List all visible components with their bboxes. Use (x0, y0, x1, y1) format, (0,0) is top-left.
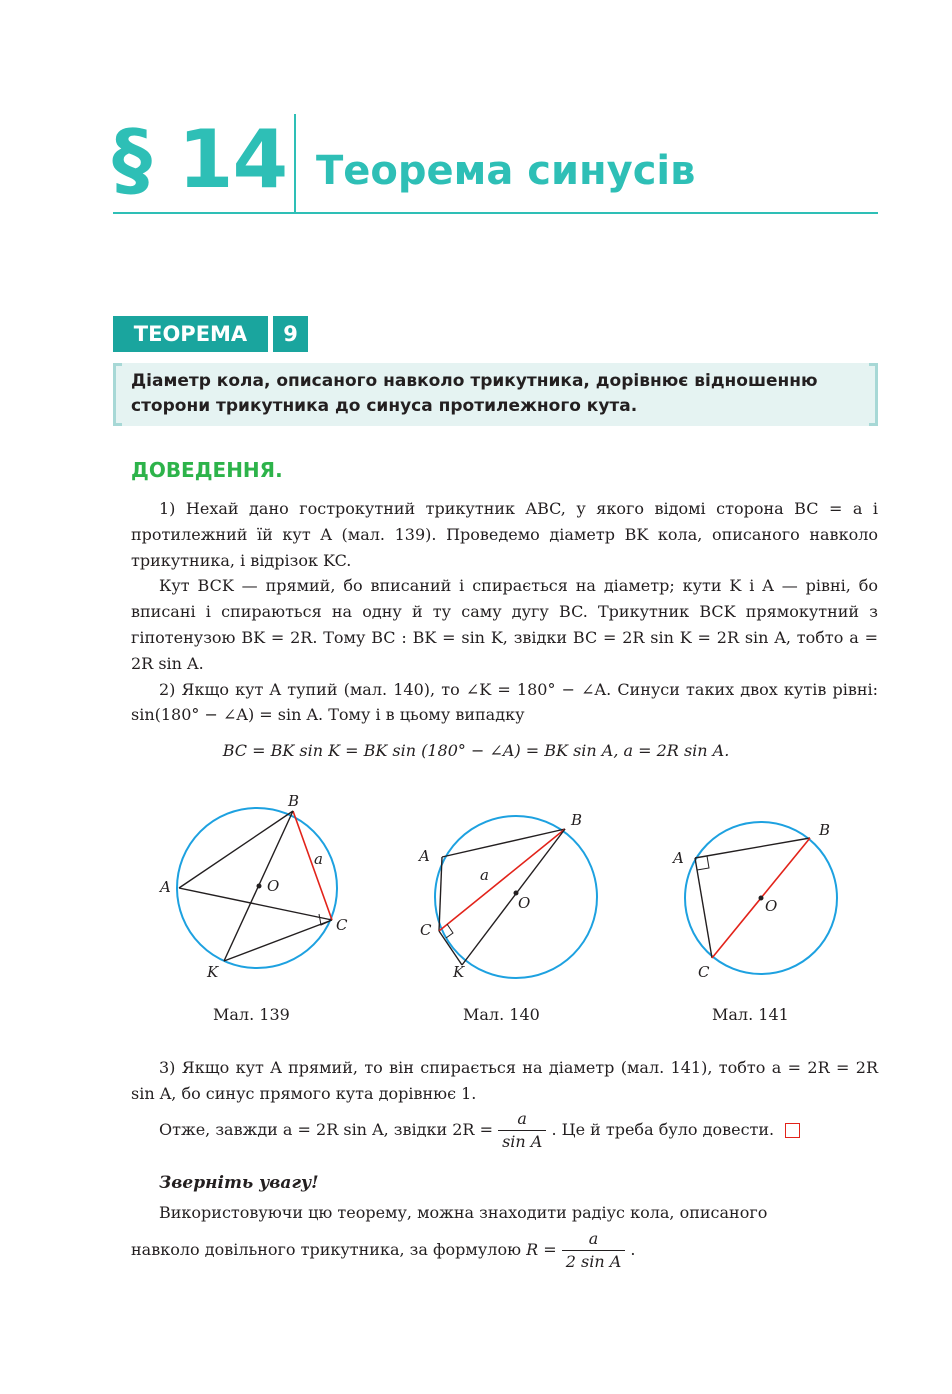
proof-body (131, 496, 878, 728)
proof-paragraph-3: 2) Якщо кут A тупий (мал. 140), то ∠K = 180° − ∠A. Синуси таких двох кутів рівні: sin(180° − ∠A) = sin A. Тому і в цьому випадку (131, 679, 878, 725)
figure-141 (671, 821, 837, 981)
fig139-label-k: K (207, 963, 219, 981)
proof-paragraph-1: 1) Нехай дано гострокутний трикутник ABC, у якого відомі сторона BC = a і протилежний їй кут A (мал. 139). Проведемо діаметр BK кола, описаного навколо трикутника, і відрізок KC. (131, 499, 878, 570)
section-title: Теорема синусів (316, 148, 696, 194)
conclusion-suffix: . Це й треба було довести. (551, 1120, 775, 1139)
note-text-line-2 (131, 1228, 635, 1273)
theorem-bracket-left (113, 363, 122, 426)
note-formula-numerator: a (562, 1228, 626, 1251)
conclusion-fraction (498, 1108, 546, 1153)
fig141-label-o: O (765, 897, 778, 915)
figure-140 (417, 811, 597, 981)
fig140-label-o: O (518, 894, 531, 912)
header-divider (294, 114, 296, 214)
fig139-label-c: C (336, 916, 348, 934)
fig140-right-angle (446, 924, 453, 938)
conclusion-denominator: sin A (502, 1132, 543, 1151)
conclusion-numerator: a (498, 1108, 546, 1131)
note-formula-fraction (562, 1228, 626, 1273)
proof-case-3 (131, 1055, 878, 1107)
fig140-label-side-a: a (480, 866, 489, 884)
fig139-label-a: A (160, 878, 171, 896)
qed-square-icon (785, 1123, 800, 1138)
proof-heading: ДОВЕДЕННЯ. (131, 458, 283, 482)
section-number: § 14 (112, 113, 288, 206)
header-underline (113, 212, 878, 214)
note-text-suffix: . (630, 1240, 636, 1259)
note-text-prefix: навколо довільного трикутника, за формулою (131, 1240, 522, 1259)
conclusion-prefix: Отже, завжди a = 2R sin A, звідки 2R = (159, 1120, 493, 1139)
fig141-center (759, 896, 764, 901)
figure-139 (158, 792, 348, 981)
fig140-side-bc (439, 829, 565, 931)
fig140-label-b: B (571, 811, 583, 829)
theorem-number: 9 (273, 316, 308, 352)
figures-area (140, 780, 840, 990)
note-heading: Зверніть увагу! (159, 1173, 319, 1193)
note-text-line-1: Використовуючи цю теорему, можна знаходити радіус кола, описаного (159, 1203, 768, 1222)
fig141-label-c: C (698, 963, 710, 981)
proof-equation: BC = BK sin K = BK sin (180° − ∠A) = BK sin A, a = 2R sin A. (222, 741, 730, 760)
fig141-right-angle (697, 856, 709, 870)
fig141-label-b: B (819, 821, 831, 839)
fig139-center (257, 884, 262, 889)
fig139-side-bc (293, 811, 332, 920)
theorem-text: Діаметр кола, описаного навколо трикутника, дорівнює відношенню сторони трикутника до синуса протилежного кута. (131, 371, 818, 416)
fig141-label-a: A (673, 849, 684, 867)
fig139-label-o: O (267, 877, 280, 895)
caption-140: Мал. 140 (463, 1005, 540, 1024)
fig141-side-ac (695, 858, 712, 958)
fig139-label-side-a: a (314, 850, 323, 868)
note-formula-denominator: 2 sin A (565, 1252, 622, 1271)
fig139-label-b: B (288, 792, 300, 810)
proof-paragraph-2: Кут BCK — прямий, бо вписаний і спирається на діаметр; кути K і A — рівні, бо вписані і спираються на одну й ту саму дугу BC. Трикутник BCK прямокутний з гіпотенузою BK = 2R. Тому BC : BK = sin K, звідки BC = 2R sin K = 2R sin A, тобто a = 2R sin A. (131, 576, 878, 673)
fig140-segment-ck (439, 931, 462, 965)
proof-conclusion (159, 1108, 800, 1153)
note-formula-lhs: R = (526, 1240, 557, 1259)
proof-paragraph-4: 3) Якщо кут A прямий, то він спирається на діаметр (мал. 141), тобто a = 2R = 2R sin A, бо синус прямого кута дорівнює 1. (131, 1058, 878, 1103)
fig140-label-k: K (453, 963, 465, 981)
fig140-label-c: C (420, 921, 432, 939)
caption-139: Мал. 139 (213, 1005, 290, 1024)
fig140-label-a: A (419, 847, 430, 865)
caption-141: Мал. 141 (712, 1005, 789, 1024)
theorem-label: ТЕОРЕМА (113, 316, 268, 352)
